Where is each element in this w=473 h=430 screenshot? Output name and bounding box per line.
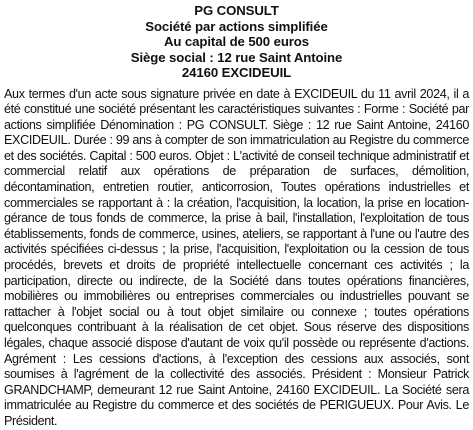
postcode-city: 24160 EXCIDEUIL bbox=[181, 65, 292, 80]
share-capital: Au capital de 500 euros bbox=[163, 34, 310, 49]
legal-form: Société par actions simplifiée bbox=[145, 18, 328, 34]
notice-header bbox=[4, 3, 469, 81]
registered-office: Siège social : 12 rue Saint Antoine bbox=[130, 49, 343, 65]
notice-body bbox=[4, 87, 469, 430]
notice-body-text: Aux termes d'un acte sous signature privée en date à EXCIDEUIL du 11 avril 2024, il a été constitué une société présentant les caractéristiques suivantes : Forme : Société par actions simplifiée Dénomination : PG CONSULT. Siège : 12 rue Saint Antoine, 24160 EXCIDEUIL. Durée : 99 ans à compter de son immatriculation au Registre du commerce et des sociétés. Capital : 500 euros. Objet : L'activité de conseil technique administratif et commercial relatif aux opérations de préparation de surfaces, démolition, décontamination, entretien routier, anticorrosion, Toutes opérations industrielles et commerciales se rapportant à : la création, l'acquisition, la location, la prise en location-gérance de tous fonds de commerce, la prise à bail, l'installation, l'exploitation de tous établissements, fonds de commerce, usines, ateliers, se rapportant à l'une ou l'autre des activités spécifiées ci-dessus ; la prise, l'acquisition, l'exploitation ou la cession de tous procédés, brevets et droits de propriété intellectuelle concernant ces activités ; la participation, directe ou indirecte, de la Société dans toutes opérations financières, mobilières ou immobilières ou entreprises commerciales ou industrielles pouvant se rattacher à l'objet social ou à tout objet similaire ou connexe ; toutes opérations quelconques contribuant à la réalisation de cet objet. Sous réserve des dispositions légales, chaque associé dispose d'autant de voix qu'il possède ou représente d'actions. Agrément : Les cessions d'actions, à l'exception des cessions aux associés, sont soumises à l'agrément de la collectivité des associés. Président : Monsieur Patrick GRANDCHAMP, demeurant 12 rue Saint Antoine, 24160 EXCIDEUIL. La Société sera immatriculée au Registre du commerce et des sociétés de PERIGUEUX. Pour Avis. Le Président. bbox=[4, 86, 469, 428]
company-name: PG CONSULT bbox=[194, 3, 279, 18]
